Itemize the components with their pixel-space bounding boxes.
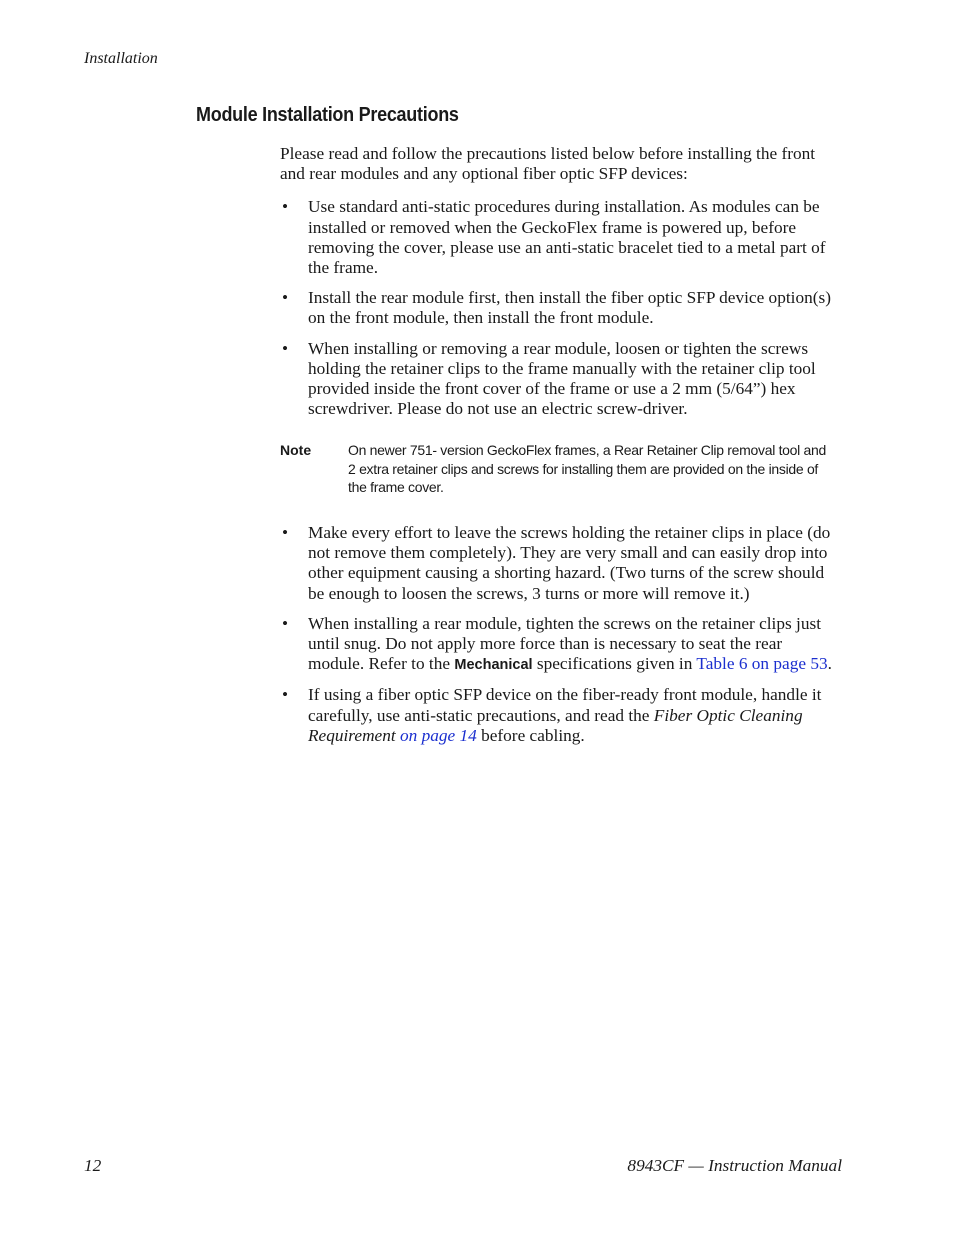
list-item-text: Install the rear module first, then install the fiber optic SFP device option(s) on the front module, then install the front module. bbox=[308, 288, 831, 328]
list-item-text: Use standard anti-static procedures during installation. As modules can be installed or removed when the GeckoFlex frame is powered up, before removing the cover, please use an anti-static bracelet tied to a metal part of the frame. bbox=[308, 197, 826, 278]
intro-paragraph: Please read and follow the precautions listed below before installing the front and rear modules and any optional fiber optic SFP devices: bbox=[280, 144, 816, 184]
bullet-icon: • bbox=[282, 613, 289, 633]
mechanical-label: Mechanical bbox=[454, 657, 533, 674]
list-item-text: When installing or removing a rear module, loosen or tighten the screws holding the retainer clips to the frame manually with the retainer clip tool provided inside the front cover of the frame or use a 2 mm (5/64”) hex screwdriver. Please do not use an electric screw-driver. bbox=[308, 338, 816, 419]
list-item bbox=[280, 197, 842, 278]
note-label: Note bbox=[280, 442, 312, 459]
list-item bbox=[280, 685, 842, 746]
bullet-icon: • bbox=[282, 685, 289, 705]
text-run: When installing a rear module, tighten the screws on the retainer clips just until snug. Do not apply more force than is necessary to seat the rear module. Refer to the bbox=[308, 613, 822, 674]
manual-title: 8943CF — Instruction Manual bbox=[627, 1156, 842, 1175]
fiber-optic-cleaning-ref: Fiber Optic Cleaning Requirement bbox=[308, 705, 803, 745]
text-run: specifications given in bbox=[532, 654, 697, 674]
list-item bbox=[280, 523, 842, 604]
note-text: On newer 751- version GeckoFlex frames, a Rear Retainer Clip removal tool and 2 extra retainer clips and screws for installing them are provided on the inside of the frame cover. bbox=[348, 442, 827, 496]
bullet-icon: • bbox=[282, 338, 289, 358]
page-14-link[interactable]: on page 14 bbox=[399, 725, 477, 745]
note-block bbox=[280, 441, 842, 497]
table-6-link[interactable]: Table 6 on page 53 bbox=[696, 654, 828, 674]
text-run: If using a fiber optic SFP device on the fiber-ready front module, handle it carefully, use anti-static precautions, and read the bbox=[308, 685, 822, 725]
list-item bbox=[280, 614, 842, 676]
page-number: 12 bbox=[84, 1156, 102, 1175]
list-item bbox=[280, 339, 842, 420]
section-title: Module Installation Precautions bbox=[196, 104, 459, 126]
list-item bbox=[280, 288, 842, 328]
bullet-icon: • bbox=[282, 288, 289, 308]
bullet-icon: • bbox=[282, 197, 289, 217]
text-run: . bbox=[827, 654, 832, 674]
bullet-icon: • bbox=[282, 522, 289, 542]
text-run: before cabling. bbox=[476, 725, 585, 745]
precautions-list-a bbox=[280, 197, 842, 419]
list-item-text bbox=[308, 614, 832, 673]
running-head: Installation bbox=[84, 50, 158, 67]
body-text bbox=[280, 144, 842, 746]
precautions-list-b bbox=[280, 523, 842, 746]
list-item-text: Make every effort to leave the screws holding the retainer clips in place (do not remove them completely). They are very small and can easily drop into other equipment causing a shorting hazard. (Two turns of the screw should be enough to loosen the screws, 3 turns or more will remove it.) bbox=[308, 522, 831, 603]
list-item-text bbox=[308, 685, 821, 744]
